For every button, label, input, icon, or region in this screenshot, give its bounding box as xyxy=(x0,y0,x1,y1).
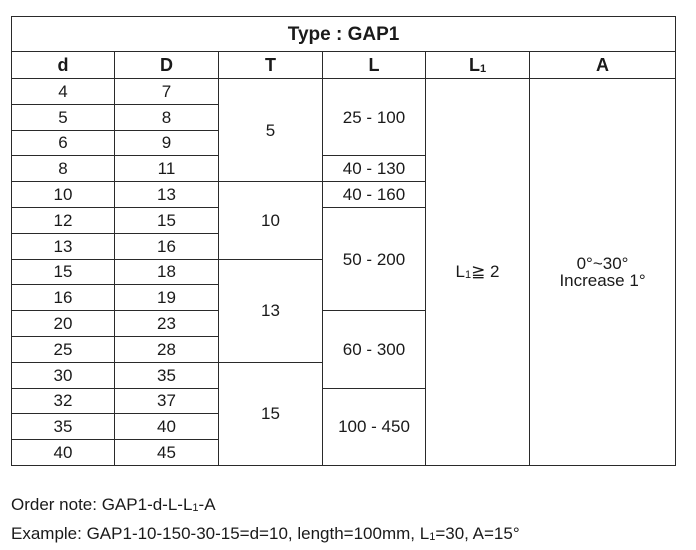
cell-d: 4 xyxy=(12,79,115,105)
example-prefix: Example: GAP1-10-150-30-15=d=10, length=100mm, L xyxy=(11,524,430,543)
cell-A-line1: 0°~30° xyxy=(576,253,629,273)
cell-D: 13 xyxy=(115,182,219,208)
cell-D: 18 xyxy=(115,259,219,285)
cell-D: 37 xyxy=(115,388,219,414)
header-L1-sub: 1 xyxy=(479,62,487,75)
cell-d: 10 xyxy=(12,182,115,208)
cell-d: 20 xyxy=(12,311,115,337)
order-note-sub: 1 xyxy=(192,502,199,514)
cell-L1-prefix: L xyxy=(455,261,465,281)
cell-d: 16 xyxy=(12,285,115,311)
notes xyxy=(11,492,520,550)
header-L: L xyxy=(323,52,426,79)
cell-d: 25 xyxy=(12,336,115,362)
cell-L: 50 - 200 xyxy=(323,207,426,310)
cell-D: 45 xyxy=(115,440,219,466)
cell-D: 16 xyxy=(115,233,219,259)
header-T: T xyxy=(219,52,323,79)
cell-L: 40 - 160 xyxy=(323,182,426,208)
order-note xyxy=(11,492,520,521)
cell-A xyxy=(530,79,676,466)
cell-L1 xyxy=(426,79,530,466)
cell-d: 32 xyxy=(12,388,115,414)
cell-d: 30 xyxy=(12,362,115,388)
cell-L1-sub: 1 xyxy=(464,268,472,281)
cell-L1-suffix: ≧ 2 xyxy=(471,261,500,281)
header-D: D xyxy=(115,52,219,79)
cell-T: 13 xyxy=(219,259,323,362)
cell-T: 10 xyxy=(219,182,323,259)
cell-d: 8 xyxy=(12,156,115,182)
cell-D: 23 xyxy=(115,311,219,337)
cell-d: 35 xyxy=(12,414,115,440)
cell-D: 40 xyxy=(115,414,219,440)
cell-d: 13 xyxy=(12,233,115,259)
header-L1-main: L xyxy=(468,54,480,75)
cell-D: 7 xyxy=(115,79,219,105)
cell-L: 25 - 100 xyxy=(323,79,426,156)
header-d: d xyxy=(12,52,115,79)
cell-L: 40 - 130 xyxy=(323,156,426,182)
table-title: Type : GAP1 xyxy=(12,17,676,52)
cell-d: 5 xyxy=(12,104,115,130)
cell-L: 100 - 450 xyxy=(323,388,426,465)
cell-D: 28 xyxy=(115,336,219,362)
cell-A-line2: Increase 1° xyxy=(559,270,646,290)
cell-d: 40 xyxy=(12,440,115,466)
cell-d: 12 xyxy=(12,207,115,233)
cell-T: 15 xyxy=(219,362,323,465)
cell-d: 6 xyxy=(12,130,115,156)
example-suffix: =30, A=15° xyxy=(435,524,520,543)
example-sub: 1 xyxy=(429,531,436,543)
order-note-suffix: -A xyxy=(198,495,216,514)
header-L1 xyxy=(426,52,530,79)
cell-D: 9 xyxy=(115,130,219,156)
cell-D: 35 xyxy=(115,362,219,388)
cell-D: 15 xyxy=(115,207,219,233)
cell-D: 11 xyxy=(115,156,219,182)
cell-D: 8 xyxy=(115,104,219,130)
cell-L: 60 - 300 xyxy=(323,311,426,388)
cell-d: 15 xyxy=(12,259,115,285)
spec-table xyxy=(11,16,676,466)
table-row xyxy=(12,79,676,105)
header-A: A xyxy=(530,52,676,79)
cell-T: 5 xyxy=(219,79,323,182)
example-note xyxy=(11,521,520,550)
order-note-prefix: Order note: GAP1-d-L-L xyxy=(11,495,193,514)
cell-D: 19 xyxy=(115,285,219,311)
